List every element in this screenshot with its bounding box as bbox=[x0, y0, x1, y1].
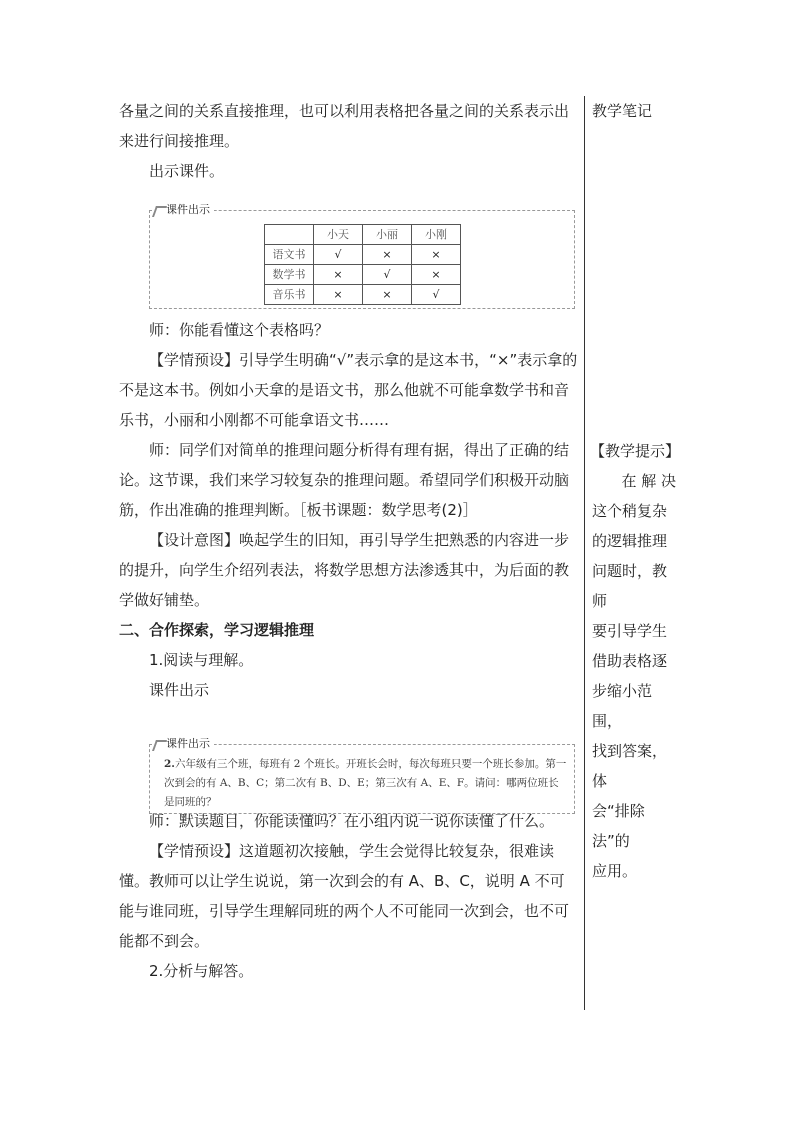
tip-line: 会“排除法”的 bbox=[592, 802, 645, 850]
tip-line: 借助表格逐 bbox=[592, 652, 668, 670]
table-cell: √ bbox=[412, 285, 461, 305]
table-row bbox=[265, 245, 461, 265]
table-cell: 小丽 bbox=[363, 225, 412, 245]
tip-line: 步缩小范围， bbox=[592, 682, 653, 730]
tip-line: 找到答案，体 bbox=[592, 742, 668, 790]
paragraph-read-understand: 1.阅读与理解。 bbox=[149, 651, 254, 669]
tip-line: 在 解 决 bbox=[621, 472, 676, 490]
table-cell: √ bbox=[363, 265, 412, 285]
courseware-tag: 课件出示 bbox=[154, 202, 214, 218]
books-table bbox=[264, 224, 461, 305]
tip-line: 问题时，教师 bbox=[592, 562, 668, 610]
table-cell: × bbox=[314, 285, 363, 305]
table-cell bbox=[265, 225, 314, 245]
tip-line: 的逻辑推理 bbox=[592, 532, 668, 550]
paragraph-courseware-show: 课件出示 bbox=[149, 681, 210, 699]
table-cell: 小刚 bbox=[412, 225, 461, 245]
paragraph-intro: 各量之间的关系直接推理，也可以利用表格把各量之间的关系表示出来进行间接推理。 bbox=[119, 102, 570, 150]
table-cell: 音乐书 bbox=[265, 285, 314, 305]
paragraph-design-intent: 【设计意图】唤起学生的旧知，再引导学生把熟悉的内容进一步的提升，向学生介绍列表法，将数学思想方法渗透其中，为后面的教学做好铺垫。 bbox=[119, 531, 570, 609]
paragraph-teacher: 师：同学们对简单的推理问题分析得有理有据，得出了正确的结论。这节课，我们来学习较复杂的推理问题。希望同学们积极开动脑筋，作出准确的推理判断。［板书课题：数学思考(2)］ bbox=[119, 441, 570, 519]
table-cell: 数学书 bbox=[265, 265, 314, 285]
teaching-tip-title: 【教学提示】 bbox=[590, 442, 681, 460]
paragraph-preset-1: 【学情预设】引导学生明确“√”表示拿的是这本书，“×”表示拿的不是这本书。例如小天拿的是语文书，那么他就不可能拿数学书和音乐书，小丽和小刚都不可能拿语文书…… bbox=[119, 351, 578, 429]
table-header-row bbox=[265, 225, 461, 245]
tip-line: 应用。 bbox=[592, 862, 638, 880]
table-cell: × bbox=[363, 245, 412, 265]
courseware-box-problem bbox=[149, 737, 575, 814]
paragraph-question: 师：你能看懂这个表格吗？ bbox=[149, 321, 330, 339]
column-divider bbox=[584, 96, 585, 1010]
table-row bbox=[265, 265, 461, 285]
table-cell: × bbox=[363, 285, 412, 305]
table-cell: 语文书 bbox=[265, 245, 314, 265]
problem-text bbox=[164, 755, 569, 812]
table-cell: × bbox=[412, 245, 461, 265]
paragraph-show-courseware: 出示课件。 bbox=[149, 162, 225, 180]
paragraph-analyze: 2.分析与解答。 bbox=[149, 962, 254, 980]
tip-line: 这个稍复杂 bbox=[592, 502, 668, 520]
paragraph-preset-2: 【学情预设】这道题初次接触，学生会觉得比较复杂，很难读懂。教师可以让学生说说，第一次到会的有 A、B、C，说明 A 不可能与谁同班，引导学生理解同班的两个人不可能同一次到会，也不可能都不到会。 bbox=[119, 842, 570, 950]
courseware-tag: 课件出示 bbox=[154, 736, 214, 752]
problem-body: 六年级有三个班，每班有 2 个班长。开班长会时，每次每班只要一个班长参加。第一次到会的有 A、B、C；第二次有 B、D、E；第三次有 A、E、F。请问：哪两位班长是同班的？ bbox=[164, 758, 567, 808]
table-cell: √ bbox=[314, 245, 363, 265]
courseware-box-table bbox=[149, 203, 575, 309]
table-cell: × bbox=[314, 265, 363, 285]
tip-line: 要引导学生 bbox=[592, 622, 668, 640]
table-row bbox=[265, 285, 461, 305]
paragraph-silent-read: 师：默读题目，你能读懂吗？在小组内说一说你读懂了什么。 bbox=[149, 812, 555, 830]
teaching-notes-title: 教学笔记 bbox=[592, 102, 653, 120]
table-cell: 小天 bbox=[314, 225, 363, 245]
section-heading: 二、合作探索，学习逻辑推理 bbox=[119, 621, 315, 639]
teaching-tip bbox=[592, 436, 680, 886]
table-cell: × bbox=[412, 265, 461, 285]
problem-number: 2. bbox=[164, 758, 175, 770]
